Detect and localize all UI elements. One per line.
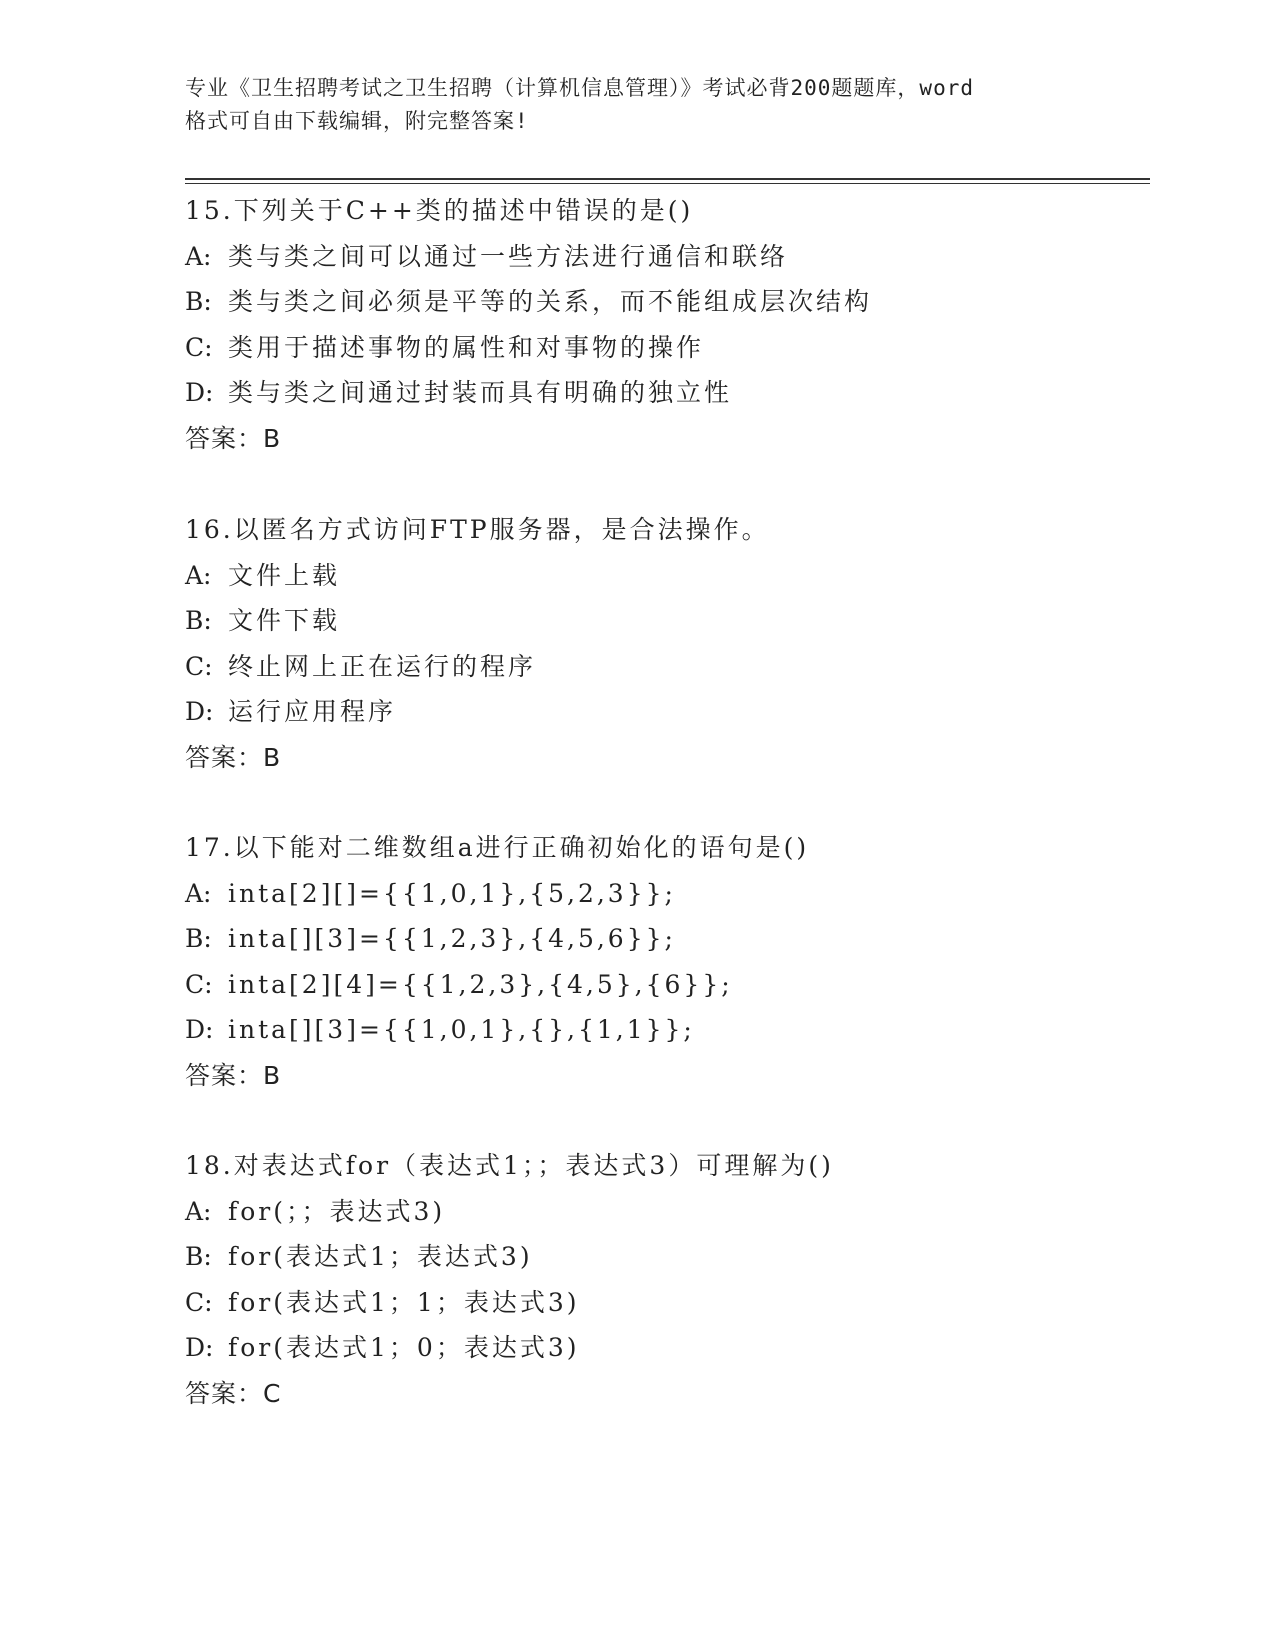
option-text: 终止网上正在运行的程序: [228, 651, 537, 681]
option-label: D:: [185, 378, 214, 407]
option-c: [185, 644, 1135, 690]
option-text: for(表达式1；1；表达式3): [228, 1287, 580, 1317]
option-text: 类与类之间通过封装而具有明确的独立性: [228, 378, 733, 407]
option-c: [185, 325, 1135, 371]
option-label: B:: [185, 924, 212, 953]
option-text: 类与类之间可以通过一些方法进行通信和联络: [228, 241, 789, 271]
question-stem: 16.以匿名方式访问FTP服务器，是合法操作。: [185, 515, 770, 544]
option-label: B:: [185, 287, 212, 316]
option-label: C:: [185, 969, 213, 999]
option-a: [185, 1189, 1135, 1235]
header-divider-thick: [185, 178, 1150, 180]
question-stem: 17.以下能对二维数组a进行正确初始化的语句是(): [185, 833, 810, 862]
option-c: [185, 1280, 1135, 1326]
option-text: 类与类之间必须是平等的关系，而不能组成层次结构: [228, 287, 873, 316]
option-d: [185, 689, 1135, 735]
option-text: inta[][3]={{1,2,3},{4,5,6}};: [228, 924, 676, 953]
option-d: [185, 370, 1135, 416]
answer-line: 答案：B: [185, 742, 282, 772]
option-text: inta[2][4]={{1,2,3},{4,5},{6}};: [228, 969, 733, 999]
option-label: D:: [185, 1333, 214, 1362]
option-label: B:: [185, 1242, 212, 1271]
option-text: for(表达式1；表达式3): [228, 1242, 533, 1271]
option-text: inta[2][]={{1,0,1},{5,2,3}};: [228, 878, 676, 908]
option-label: A:: [185, 241, 212, 271]
question-18: [185, 1143, 1135, 1416]
option-b: [185, 279, 1135, 325]
option-label: C:: [185, 332, 213, 362]
option-c: [185, 962, 1135, 1008]
header-line-2: 格式可自由下载编辑，附完整答案!: [185, 109, 529, 133]
option-label: A:: [185, 878, 212, 908]
header-divider-thin: [185, 183, 1150, 184]
option-label: D:: [185, 1015, 214, 1044]
option-b: [185, 1234, 1135, 1280]
option-a: [185, 234, 1135, 280]
option-label: A:: [185, 560, 212, 590]
option-d: [185, 1325, 1135, 1371]
question-15: [185, 188, 1135, 461]
option-label: A:: [185, 1196, 212, 1226]
header-line-1: 专业《卫生招聘考试之卫生招聘（计算机信息管理）》考试必背200题题库，word: [185, 76, 974, 100]
question-stem: 15.下列关于C++类的描述中错误的是(): [185, 196, 694, 225]
option-text: for(表达式1；0；表达式3): [228, 1333, 580, 1362]
option-text: 文件下载: [228, 606, 341, 635]
option-a: [185, 553, 1135, 599]
question-stem: 18.对表达式for（表达式1；；表达式3）可理解为(): [185, 1151, 834, 1180]
question-16: [185, 507, 1135, 780]
document-header: [185, 72, 1105, 138]
question-17: [185, 825, 1135, 1098]
option-text: 类用于描述事物的属性和对事物的操作: [228, 332, 705, 362]
option-label: D:: [185, 697, 214, 726]
option-text: 文件上载: [228, 560, 341, 590]
option-text: 运行应用程序: [228, 697, 397, 726]
option-label: C:: [185, 1287, 213, 1317]
option-d: [185, 1007, 1135, 1053]
option-b: [185, 598, 1135, 644]
answer-line: 答案：B: [185, 423, 282, 453]
answer-line: 答案：B: [185, 1060, 282, 1090]
option-text: for(；；表达式3): [228, 1196, 446, 1226]
option-label: B:: [185, 606, 212, 635]
option-text: inta[][3]={{1,0,1},{},{1,1}};: [228, 1015, 695, 1044]
option-label: C:: [185, 651, 213, 681]
answer-line: 答案：C: [185, 1378, 282, 1408]
option-b: [185, 916, 1135, 962]
option-a: [185, 871, 1135, 917]
